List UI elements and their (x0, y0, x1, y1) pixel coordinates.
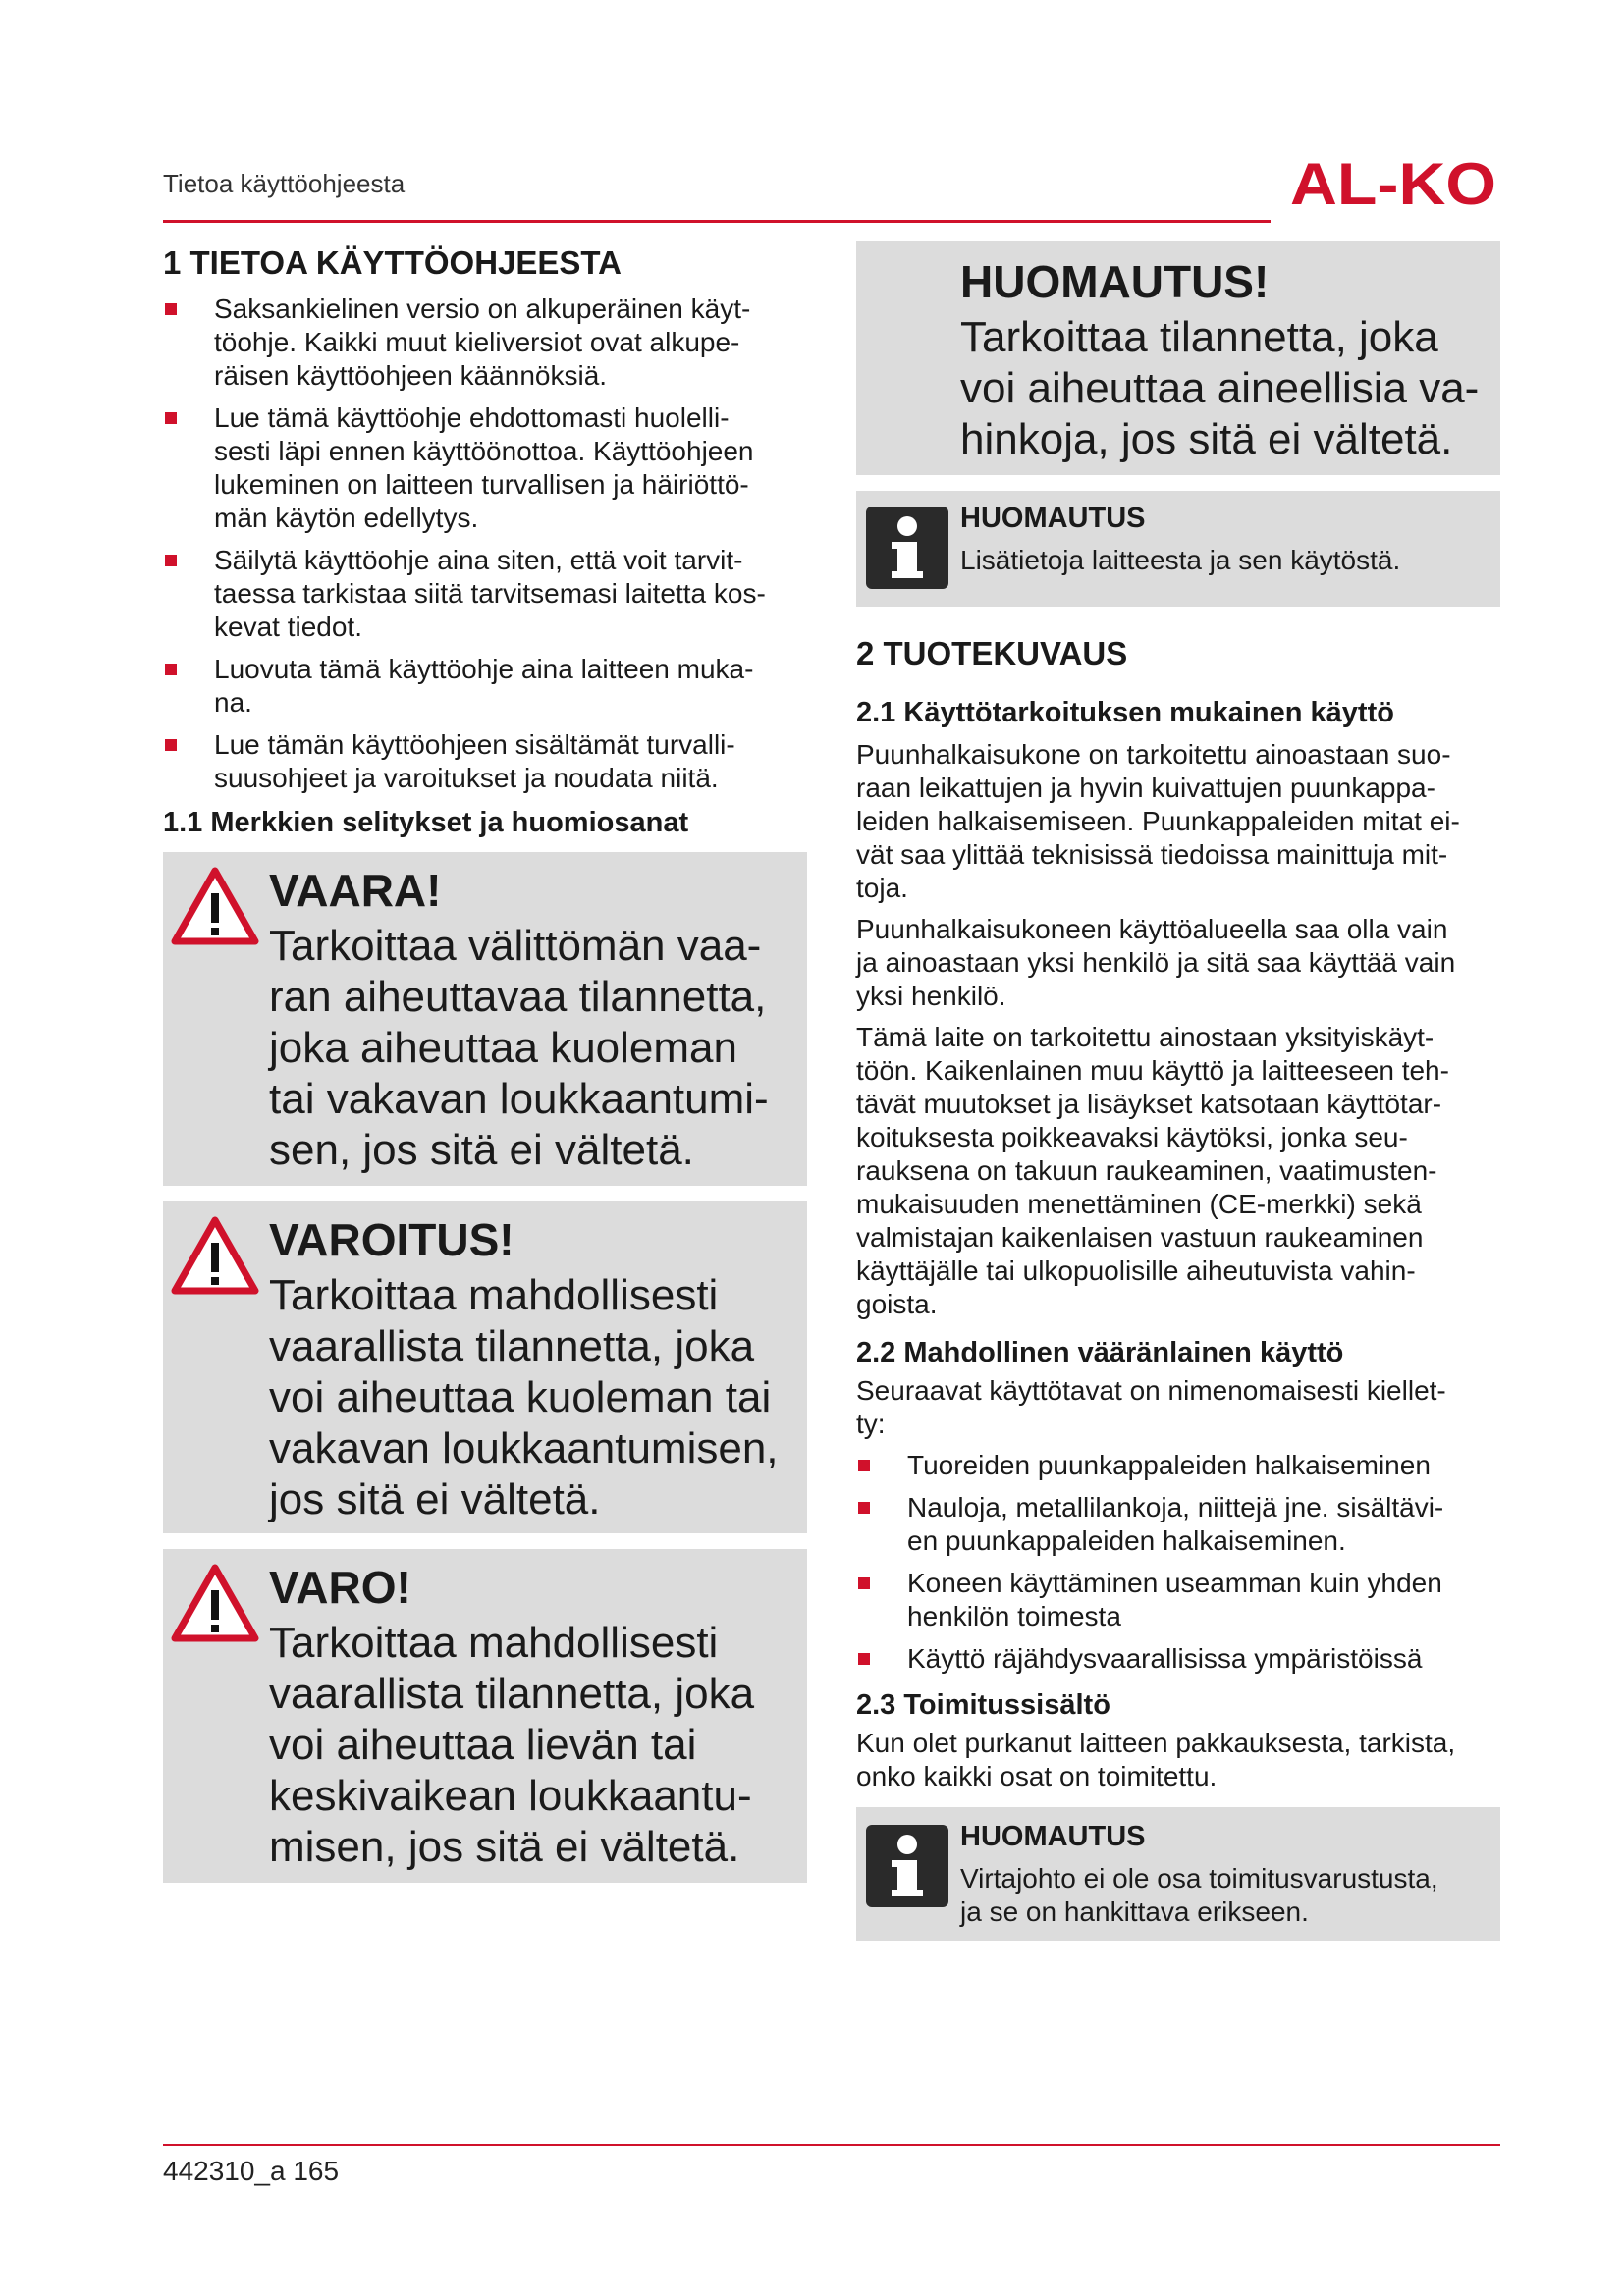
bullet-item (163, 293, 807, 393)
text-line: joka aiheuttaa kuoleman (269, 1023, 737, 1072)
bullet-square-icon (165, 412, 177, 424)
bullet-square-icon (165, 739, 177, 751)
text-line: Tarkoittaa mahdollisesti (269, 1270, 719, 1319)
section-2-2-intro (856, 1374, 1500, 1441)
warning-title: VAROITUS! (269, 1213, 514, 1265)
header-rule (163, 220, 1271, 223)
bullet-square-icon (858, 1653, 870, 1665)
text-line: Saksankielinen versio on alkuperäinen käyt- (214, 293, 751, 324)
footer-rule (163, 2144, 1500, 2146)
danger-box (163, 852, 807, 1186)
text-line: leiden halkaisemiseen. Puunkappaleiden mitat ei- (856, 805, 1460, 836)
bullet-item (856, 1567, 1500, 1633)
running-header: Tietoa käyttöohjeesta (163, 169, 406, 198)
text-line: tävät muutokset ja lisäykset katsotaan käyttötar- (856, 1088, 1442, 1119)
text-line: Tämä laite on tarkoitettu ainostaan yksityiskäyt- (856, 1021, 1435, 1052)
text-line: onko kaikki osat on toimitettu. (856, 1761, 1218, 1792)
section-1-1-heading: 1.1 Merkkien selitykset ja huomiosanat (163, 806, 689, 838)
text-line: Lisätietoja laitteesta ja sen käytöstä. (960, 545, 1401, 575)
text-line: sesti läpi ennen käyttöönottoa. Käyttöohjeen (214, 435, 754, 466)
info-note-box (856, 491, 1500, 607)
warning-text (269, 1618, 789, 1873)
notice-text (960, 312, 1483, 465)
text-line: Nauloja, metallilankoja, niittejä jne. sisältävi- (907, 1492, 1444, 1523)
text-line: taessa tarkistaa siitä tarvitsemasi laitetta kos- (214, 577, 766, 609)
text-line: Käyttö räjähdysvaarallisissa ympäristöissä (907, 1643, 1423, 1675)
page-footer: 442310_a 165 (163, 2156, 340, 2186)
text-line: Tuoreiden puunkappaleiden halkaiseminen (907, 1450, 1431, 1481)
text-line: koituksesta poikkeavaksi käytöksi, jonka seu- (856, 1121, 1408, 1152)
text-line: na. (214, 686, 252, 718)
bullet-item (163, 544, 807, 644)
bullet-square-icon (165, 555, 177, 566)
text-line: Säilytä käyttöohje aina siten, että voit tarvit- (214, 544, 743, 575)
text-line: jos sitä ei vältetä. (269, 1474, 601, 1523)
bullet-square-icon (858, 1460, 870, 1471)
text-line: Virtajohto ei ole osa toimitusvarustusta, (960, 1863, 1438, 1895)
section-2-3-body (856, 1727, 1500, 1793)
text-line: ty: (856, 1409, 886, 1440)
bullet-item (163, 728, 807, 795)
text-line: Luovuta tämä käyttöohje aina laitteen muka- (214, 653, 754, 684)
text-line: Seuraavat käyttötavat on nimenomaisesti kiellet- (856, 1375, 1446, 1407)
bullet-item (856, 1642, 1500, 1676)
bullet-item (856, 1491, 1500, 1558)
alko-logo-text: AL-KO (1290, 155, 1496, 210)
notice-title: HUOMAUTUS! (960, 256, 1270, 307)
text-line: töohje. Kaikki muut kieliversiot ovat alkupe- (214, 326, 740, 357)
bullet-item (856, 1449, 1500, 1482)
text-line: lukeminen on laitteen turvallisen ja häiriöttö- (214, 468, 749, 500)
text-line: henkilön toimesta (907, 1601, 1121, 1632)
warning-title: VAARA! (269, 864, 442, 916)
bullet-square-icon (165, 664, 177, 675)
bullet-square-icon (858, 1577, 870, 1589)
warning-text (269, 1270, 789, 1525)
alko-logo (1288, 155, 1498, 210)
text-line: hinkoja, jos sitä ei vältetä. (960, 415, 1453, 463)
section-1-heading: 1 TIETOA KÄYTTÖOHJEESTA (163, 244, 622, 281)
text-line: misen, jos sitä ei vältetä. (269, 1822, 740, 1871)
text-line: Lue tämä käyttöohje ehdottomasti huolelli- (214, 401, 730, 433)
section-2-1-heading: 2.1 Käyttötarkoituksen mukainen käyttö (856, 696, 1394, 728)
text-line: tai vakavan loukkaantumi- (269, 1074, 769, 1123)
text-line: goista. (856, 1288, 938, 1319)
text-line: vaarallista tilannetta, joka (269, 1321, 755, 1370)
warning-triangle-icon (171, 866, 259, 946)
warning-triangle-icon (171, 1563, 259, 1643)
bullet-item (163, 653, 807, 720)
section-2-3-heading: 2.3 Toimitussisältö (856, 1689, 1110, 1722)
text-line: voi aiheuttaa aineellisia va- (960, 364, 1480, 412)
warning-box (163, 1201, 807, 1533)
text-line: valmistajan kaikenlaisen vastuun raukeaminen (856, 1221, 1424, 1253)
section-2-1-body (856, 738, 1500, 1321)
warning-text (269, 921, 789, 1176)
text-line: yksi henkilö. (856, 980, 1006, 1011)
bullet-square-icon (858, 1502, 870, 1514)
text-line: Puunhalkaisukoneen käyttöalueella saa olla vain (856, 913, 1448, 944)
paragraph (856, 1021, 1500, 1321)
text-line: Tarkoittaa mahdollisesti (269, 1618, 719, 1667)
info-icon (866, 507, 948, 589)
text-line: keskivaikean loukkaantu- (269, 1771, 752, 1820)
paragraph (856, 738, 1500, 905)
paragraph (856, 913, 1500, 1013)
caution-box (163, 1549, 807, 1883)
note-title: HUOMAUTUS (960, 503, 1146, 534)
text-line: töön. Kaikenlainen muu käyttö ja laitteeseen teh- (856, 1054, 1449, 1086)
text-line: vakavan loukkaantumisen, (269, 1423, 779, 1472)
bullet-square-icon (165, 303, 177, 315)
info-icon (866, 1825, 948, 1907)
section-2-heading: 2 TUOTEKUVAUS (856, 635, 1128, 671)
bullet-item (163, 401, 807, 535)
text-line: Koneen käyttäminen useamman kuin yhden (907, 1568, 1442, 1599)
note-text (960, 1862, 1481, 1929)
text-line: kevat tiedot. (214, 611, 362, 642)
section-2-2-bullets (856, 1449, 1500, 1676)
text-line: räisen käyttöohjeen käännöksiä. (214, 359, 608, 391)
text-line: Tarkoittaa tilannetta, joka (960, 313, 1438, 361)
warning-title: VARO! (269, 1561, 411, 1613)
text-line: Lue tämän käyttöohjeen sisältämät turvalli- (214, 728, 735, 760)
text-line: voi aiheuttaa lievän tai (269, 1720, 697, 1769)
text-line: rauksena on takuun raukeaminen, vaatimusten- (856, 1154, 1437, 1186)
text-line: vaarallista tilannetta, joka (269, 1669, 755, 1718)
text-line: vät saa ylittää teknisissä tiedoissa mainittuja mit- (856, 838, 1448, 870)
right-column (856, 241, 1500, 1941)
text-line: ja se on hankittava erikseen. (960, 1896, 1309, 1928)
text-line: käyttäjälle tai ulkopuolisille aiheutuvista vahin- (856, 1255, 1416, 1286)
delivery-note-box (856, 1807, 1500, 1941)
note-title: HUOMAUTUS (960, 1821, 1146, 1853)
text-line: ja ainoastaan yksi henkilö ja sitä saa käyttää vain (856, 946, 1456, 978)
text-line: Puunhalkaisukone on tarkoitettu ainoastaan suo- (856, 738, 1451, 770)
text-line: mukaisuuden menettäminen (CE-merkki) sekä (856, 1188, 1422, 1219)
left-column (163, 241, 807, 1883)
text-line: män käytön edellytys. (214, 502, 479, 533)
section-1-bullets (163, 293, 807, 795)
text-line: toja. (856, 872, 908, 903)
text-line: suusohjeet ja varoitukset ja noudata niitä. (214, 762, 719, 793)
note-text (960, 544, 1481, 577)
text-line: Tarkoittaa välittömän vaa- (269, 921, 762, 970)
warning-triangle-icon (171, 1215, 259, 1296)
text-line: voi aiheuttaa kuoleman tai (269, 1372, 772, 1421)
notice-box (856, 241, 1500, 475)
text-line: en puunkappaleiden halkaiseminen. (907, 1525, 1346, 1557)
text-line: sen, jos sitä ei vältetä. (269, 1125, 694, 1174)
text-line: Kun olet purkanut laitteen pakkauksesta, tarkista, (856, 1728, 1456, 1759)
text-line: raan leikattujen ja hyvin kuivattujen puunkappa- (856, 772, 1435, 803)
section-2-2-heading: 2.2 Mahdollinen vääränlainen käyttö (856, 1336, 1344, 1368)
text-line: ran aiheuttavaa tilannetta, (269, 972, 767, 1021)
